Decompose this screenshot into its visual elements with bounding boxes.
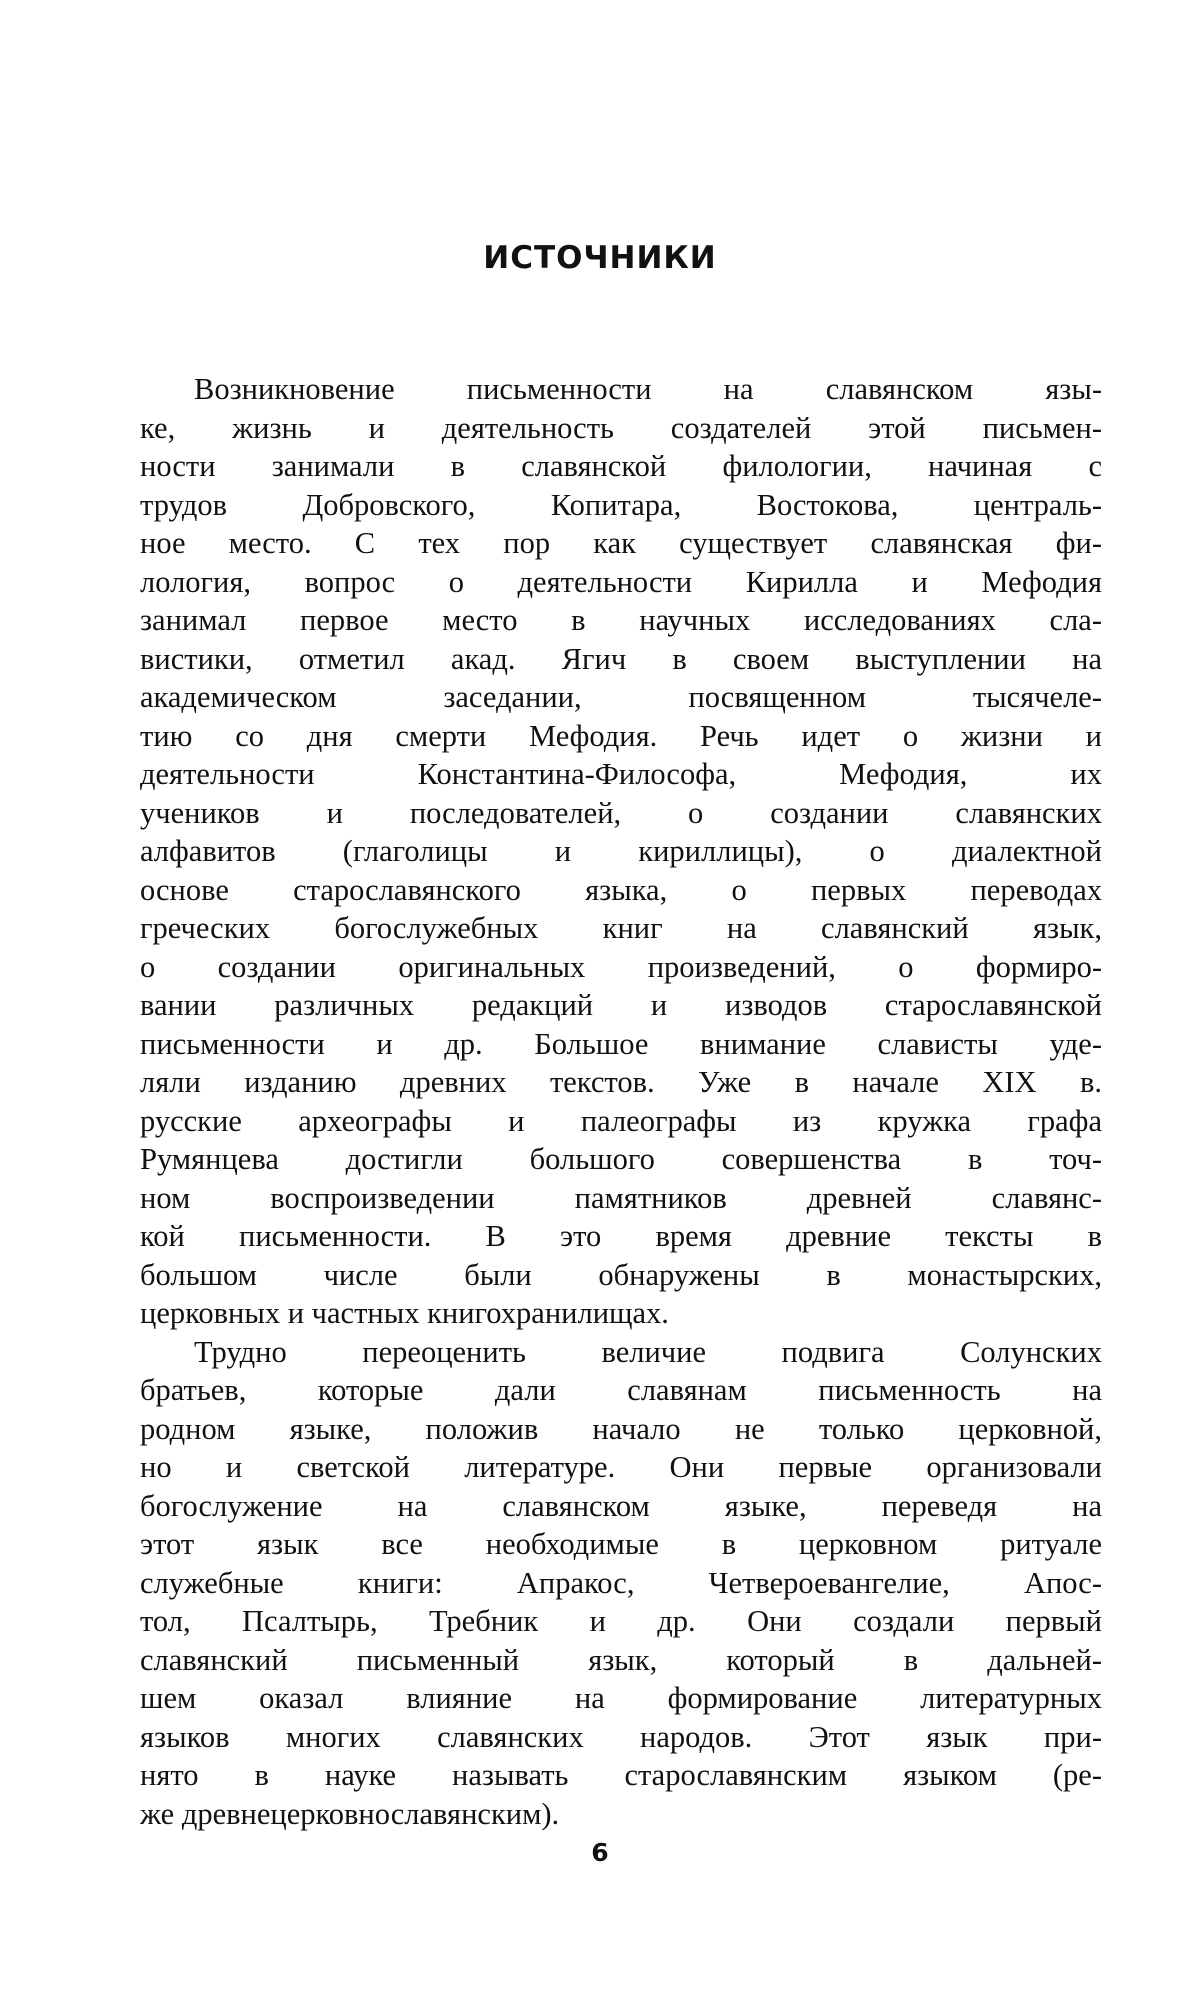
text-line: основе старославянского языка, о первых переводах — [140, 872, 1102, 907]
text-line: занимал первое место в научных исследованиях сла- — [140, 603, 1102, 637]
text-line: служебные книги: Апракос, Четвероевангелие, Апос- — [140, 1565, 1102, 1600]
text-line: учеников и последователей, о создании славянских — [140, 795, 1102, 830]
text-line: церковных и частных книгохранилищах. — [140, 1296, 669, 1330]
text-line: кой письменности. В это время древние тексты в — [140, 1219, 1102, 1253]
text-line: языков многих славянских народов. Этот язык при- — [140, 1719, 1102, 1754]
text-line: ном воспроизведении памятников древней славянс- — [140, 1180, 1102, 1215]
text-line: лология, вопрос о деятельности Кирилла и Мефодия — [140, 564, 1102, 599]
text-line: ке, жизнь и деятельность создателей этой письмен- — [140, 410, 1102, 445]
text-line: шем оказал влияние на формирование литературных — [140, 1681, 1102, 1715]
section-heading: ИСТОЧНИКИ — [483, 240, 717, 276]
text-line: ляли изданию древних текстов. Уже в начале XIX в. — [140, 1065, 1102, 1099]
text-line: алфавитов (глаголицы и кириллицы), о диалектной — [140, 834, 1102, 868]
text-line: большом числе были обнаружены в монастырских, — [140, 1257, 1102, 1292]
text-line: братьев, которые дали славянам письменность на — [140, 1373, 1102, 1407]
text-line: вистики, отметил акад. Ягич в своем выступлении на — [140, 641, 1102, 676]
text-line: о создании оригинальных произведений, о формиро- — [140, 949, 1102, 984]
text-line: Румянцева достигли большого совершенства в точ- — [140, 1142, 1102, 1176]
text-line: этот язык все необходимые в церковном ритуале — [140, 1527, 1102, 1561]
text-line: Возникновение письменности на славянском язы- — [194, 372, 1102, 406]
text-line: русские археографы и палеографы из кружка графа — [140, 1103, 1102, 1138]
text-line: богослужение на славянском языке, переведя на — [140, 1488, 1102, 1523]
text-line: родном языке, положив начало не только церковной, — [140, 1411, 1102, 1446]
body-text — [140, 370, 1102, 1833]
text-line: Трудно переоценить величие подвига Солунских — [194, 1334, 1102, 1369]
text-line: трудов Добровского, Копитара, Востокова, централь- — [140, 487, 1102, 522]
text-line: славянский письменный язык, который в дальней- — [140, 1642, 1102, 1677]
text-line: же древнецерковнославянским). — [140, 1796, 560, 1831]
page-number: 6 — [591, 1838, 609, 1867]
text-line: тол, Псалтырь, Требник и др. Они создали первый — [140, 1604, 1102, 1638]
text-line: вании различных редакций и изводов старославянской — [140, 988, 1102, 1022]
text-line: академическом заседании, посвященном тысячеле- — [140, 680, 1102, 714]
paragraph — [140, 1333, 1102, 1834]
text-line: греческих богослужебных книг на славянский язык, — [140, 911, 1102, 945]
text-line: ности занимали в славянской филологии, начиная с — [140, 449, 1102, 483]
paragraph — [140, 370, 1102, 1333]
text-line: ное место. С тех пор как существует славянская фи- — [140, 526, 1102, 560]
text-line: деятельности Константина-Философа, Мефодия, их — [140, 757, 1102, 791]
text-line: письменности и др. Большое внимание слависты уде- — [140, 1026, 1102, 1061]
text-line: нято в науке называть старославянским языком (ре- — [140, 1758, 1102, 1792]
text-line: тию со дня смерти Мефодия. Речь идет о жизни и — [140, 718, 1102, 753]
text-line: но и светской литературе. Они первые организовали — [140, 1450, 1102, 1484]
